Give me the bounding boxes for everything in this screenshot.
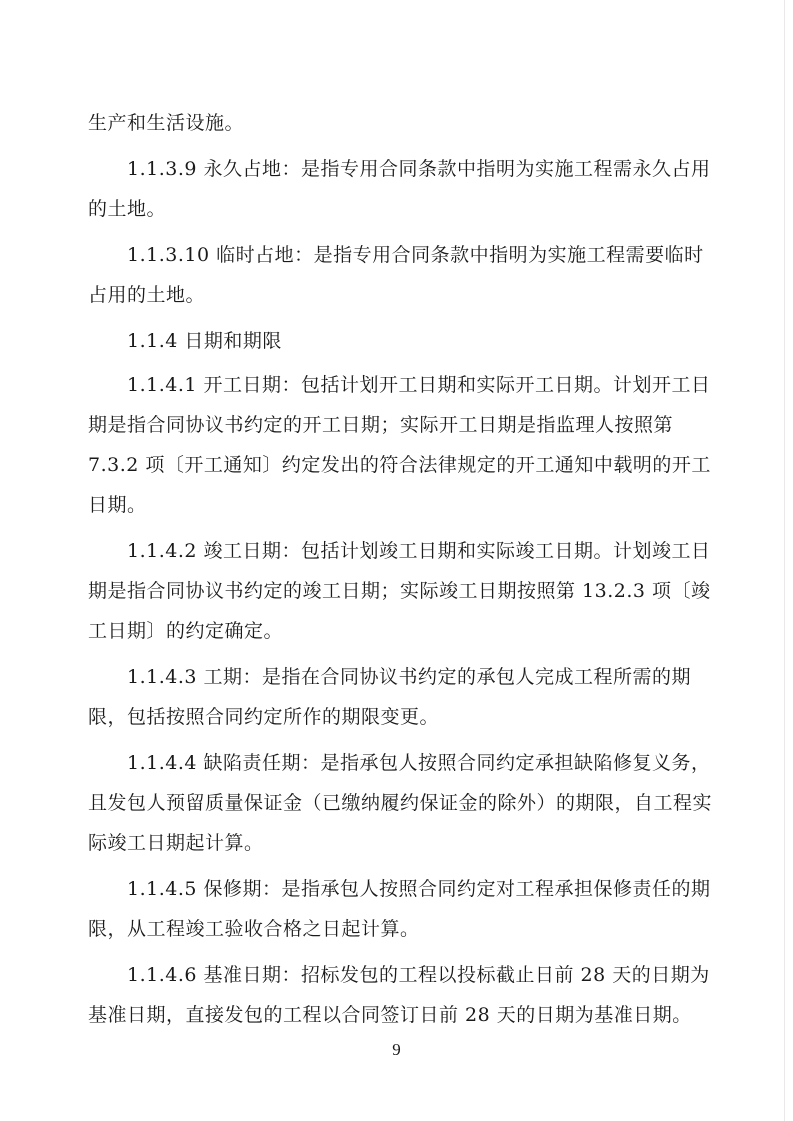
- text-line: 基准日期，直接发包的工程以合同签订日前 28 天的日期为基准日期。: [88, 1004, 692, 1026]
- text-line: 1.1.3.10 临时占地：是指专用合同条款中指明为实施工程需要临时: [127, 244, 704, 266]
- text-line: 1.1.4.2 竣工日期：包括计划竣工日期和实际竣工日期。计划竣工日: [127, 540, 711, 562]
- text-line: 1.1.4.1 开工日期：包括计划开工日期和实际开工日期。计划开工日: [127, 374, 711, 396]
- text-line: 1.1.4.3 工期：是指在合同协议书约定的承包人完成工程所需的期: [127, 666, 692, 688]
- text-line: 1.1.3.9 永久占地：是指专用合同条款中指明为实施工程需永久占用: [127, 158, 711, 180]
- text-line: 1.1.4.6 基准日期：招标发包的工程以投标截止日前 28 天的日期为: [127, 964, 710, 986]
- text-line: 1.1.4.5 保修期：是指承包人按照合同约定对工程承担保修责任的期: [127, 878, 711, 900]
- section-heading: 1.1.4 日期和期限: [127, 330, 282, 352]
- text-line: 的土地。: [88, 198, 167, 220]
- text-line: 工日期〕的约定确定。: [88, 620, 284, 642]
- scan-edge-line: [784, 0, 785, 1121]
- text-line: 日期。: [88, 494, 147, 516]
- text-line: 1.1.4.4 缺陷责任期：是指承包人按照合同约定承担缺陷修复义务，: [127, 752, 711, 774]
- text-line: 7.3.2 项〔开工通知〕约定发出的符合法律规定的开工通知中载明的开工: [88, 454, 711, 476]
- text-line: 占用的土地。: [88, 284, 206, 306]
- text-line: 期是指合同协议书约定的开工日期；实际开工日期是指监理人按照第: [88, 414, 674, 436]
- text-line: 限，从工程竣工验收合格之日起计算。: [88, 918, 420, 940]
- text-line: 且发包人预留质量保证金（已缴纳履约保证金的除外）的期限，自工程实: [88, 792, 713, 814]
- text-line: 限，包括按照合同约定所作的期限变更。: [88, 706, 440, 728]
- page-number: 9: [392, 1040, 401, 1059]
- text-line: 期是指合同协议书约定的竣工日期；实际竣工日期按照第 13.2.3 项〔竣: [88, 580, 711, 602]
- text-line: 生产和生活设施。: [88, 112, 245, 134]
- text-line: 际竣工日期起计算。: [88, 832, 264, 854]
